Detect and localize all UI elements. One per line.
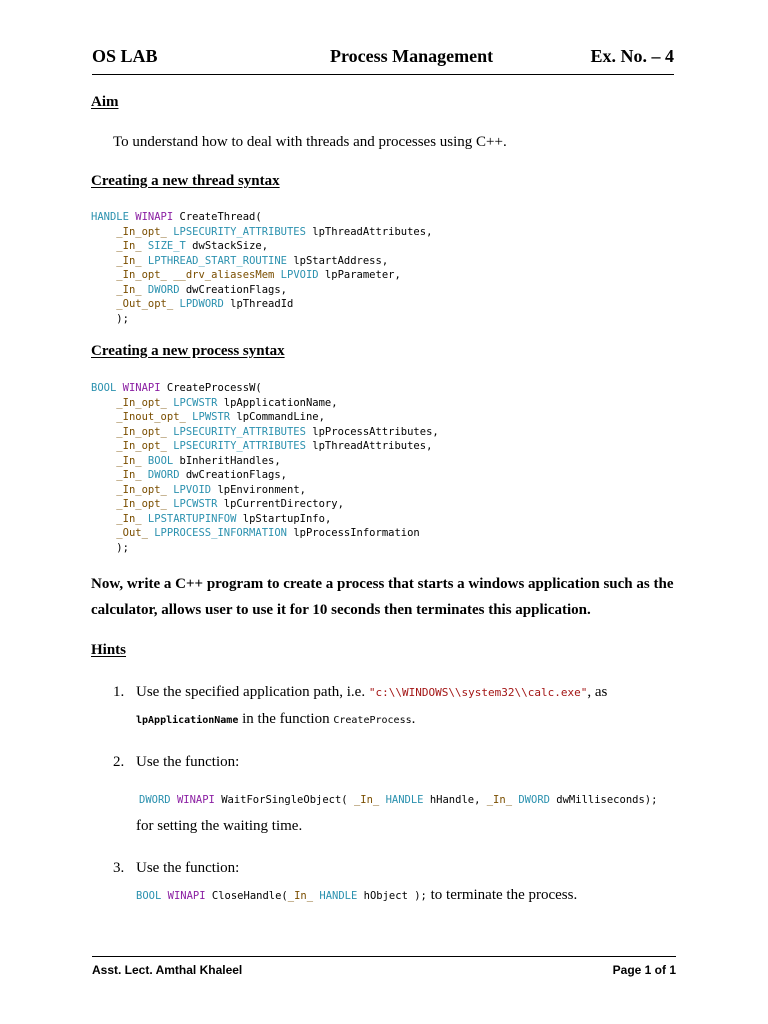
code-token: ); bbox=[91, 541, 129, 554]
code-token: CloseHandle( bbox=[205, 890, 288, 902]
code-token: WINAPI bbox=[135, 211, 174, 223]
code-token: LPSECURITY_ATTRIBUTES bbox=[173, 440, 306, 452]
code-token: _In_opt_ bbox=[116, 396, 167, 409]
code-token: _In_ bbox=[116, 512, 142, 525]
thread-syntax-heading: Creating a new thread syntax bbox=[91, 173, 280, 189]
code-token: _In_ bbox=[116, 283, 142, 296]
code-token: _In_ bbox=[116, 469, 142, 481]
code-token: HANDLE bbox=[319, 890, 358, 902]
code-token: WINAPI bbox=[122, 382, 161, 394]
code-token: DWORD bbox=[147, 469, 180, 481]
code-token bbox=[91, 498, 116, 510]
hint-3-line bbox=[136, 887, 577, 904]
code-token: LPCWSTR bbox=[173, 396, 218, 409]
code-token: LPTHREAD_START_ROUTINE bbox=[147, 254, 287, 267]
code-token bbox=[91, 397, 116, 409]
code-token: _In_ bbox=[486, 794, 513, 806]
code-token: LPVOID bbox=[280, 269, 319, 281]
hint-1-function: CreateProcess bbox=[333, 715, 412, 726]
code-token bbox=[91, 469, 116, 481]
code-token: LPWSTR bbox=[192, 411, 231, 423]
code-token: _In_opt_ bbox=[116, 225, 167, 238]
code-line bbox=[91, 468, 439, 483]
code-line bbox=[91, 483, 439, 498]
hint-3-text: Use the function: bbox=[136, 860, 240, 876]
code-line bbox=[91, 425, 439, 440]
code-token: hHandle, bbox=[423, 794, 487, 806]
code-token: LPVOID bbox=[173, 483, 212, 496]
hint-2-after: for setting the waiting time. bbox=[136, 818, 303, 834]
thread-code-block bbox=[91, 210, 432, 326]
hint-2-text: Use the function: bbox=[136, 754, 240, 770]
hint-1-path: "c:\\WINDOWS\\system32\\calc.exe" bbox=[368, 686, 588, 699]
footer-author: Asst. Lect. Amthal Khaleel bbox=[92, 963, 243, 977]
code-line bbox=[91, 396, 439, 411]
header-exercise-number: Ex. No. – 4 bbox=[590, 46, 674, 66]
code-line bbox=[91, 225, 432, 240]
code-token: _In_opt_ bbox=[116, 425, 167, 438]
page-footer bbox=[92, 956, 676, 981]
code-token: lpProcessAttributes, bbox=[305, 425, 439, 438]
hint-2-code bbox=[139, 793, 657, 808]
code-token: WaitForSingleObject( bbox=[214, 794, 354, 806]
code-token: CreateThread( bbox=[173, 211, 262, 223]
footer-page-number: Page 1 of 1 bbox=[612, 963, 676, 977]
hints-heading: Hints bbox=[91, 642, 127, 658]
code-token: _Out_ bbox=[116, 527, 148, 539]
code-token: dwMilliseconds); bbox=[549, 794, 658, 806]
code-token: _In_ bbox=[116, 454, 142, 467]
hint-3-code bbox=[136, 890, 427, 902]
code-token: lpThreadAttributes, bbox=[305, 225, 433, 238]
code-token: _In_opt_ bbox=[116, 483, 167, 496]
code-token: LPSECURITY_ATTRIBUTES bbox=[173, 225, 306, 238]
aim-heading: Aim bbox=[91, 94, 119, 110]
code-token bbox=[91, 298, 116, 310]
code-token bbox=[91, 269, 116, 281]
code-token: _In_ bbox=[116, 240, 142, 252]
hint-1-mid: in the function bbox=[238, 711, 334, 727]
code-line bbox=[91, 297, 432, 312]
code-line bbox=[91, 283, 432, 298]
code-line bbox=[91, 541, 439, 556]
code-token bbox=[91, 240, 116, 252]
code-token: BOOL bbox=[147, 454, 174, 467]
code-token: _In_ bbox=[353, 794, 380, 806]
code-line bbox=[91, 512, 439, 527]
code-token: HANDLE bbox=[91, 211, 129, 223]
code-token: DWORD bbox=[139, 794, 171, 806]
code-token: lpThreadId bbox=[223, 298, 294, 310]
code-token: hObject ); bbox=[357, 890, 427, 902]
code-line bbox=[91, 254, 432, 269]
code-token bbox=[91, 440, 116, 452]
code-token: LPCWSTR bbox=[173, 498, 218, 510]
code-line bbox=[91, 239, 432, 254]
code-token bbox=[91, 226, 116, 238]
task-description bbox=[91, 571, 691, 623]
hint-1-text: Use the specified application path, i.e. bbox=[136, 684, 369, 700]
code-token: LPDWORD bbox=[179, 298, 224, 310]
hint-1-line-2 bbox=[136, 711, 415, 728]
task-line-2: calculator, allows user to use it for 10 seconds then terminates this application. bbox=[91, 602, 591, 618]
code-line bbox=[91, 268, 432, 283]
code-token bbox=[91, 527, 116, 539]
code-token: lpStartupInfo, bbox=[236, 512, 332, 525]
code-token: dwCreationFlags, bbox=[179, 283, 287, 296]
code-line bbox=[91, 381, 439, 396]
code-token bbox=[91, 484, 116, 496]
code-token: lpApplicationName, bbox=[217, 396, 338, 409]
code-token: lpParameter, bbox=[318, 269, 401, 281]
code-token: _In_opt_ __drv_aliasesMem bbox=[116, 269, 275, 281]
code-token: lpEnvironment, bbox=[211, 483, 306, 496]
code-token: CreateProcessW( bbox=[160, 382, 262, 394]
code-token: lpCurrentDirectory, bbox=[217, 498, 344, 510]
code-token: bInheritHandles, bbox=[173, 454, 281, 467]
code-token: _Out_opt_ bbox=[116, 298, 174, 310]
code-token: HANDLE bbox=[385, 794, 424, 806]
hint-1-end: . bbox=[411, 711, 416, 727]
code-token: _In_opt_ bbox=[116, 440, 167, 452]
task-line-1: Now, write a C++ program to create a process that starts a windows application such as the bbox=[91, 576, 674, 592]
page-header bbox=[92, 44, 674, 75]
header-course: OS LAB bbox=[92, 46, 158, 66]
hint-1-param: lpApplicationName bbox=[136, 715, 239, 726]
code-token bbox=[91, 513, 116, 525]
hint-3-number: 3. bbox=[113, 860, 125, 876]
code-token bbox=[91, 284, 116, 296]
code-token: dwCreationFlags, bbox=[179, 469, 287, 481]
hint-3-after: to terminate the process. bbox=[426, 887, 578, 903]
code-line bbox=[91, 497, 439, 512]
code-token: SIZE_T bbox=[147, 240, 186, 252]
code-token: lpProcessInformation bbox=[287, 527, 420, 539]
code-token: DWORD bbox=[518, 794, 550, 806]
code-token: ); bbox=[91, 312, 129, 325]
code-token bbox=[91, 255, 116, 267]
hint-1-suffix: , as bbox=[587, 684, 608, 700]
code-token: LPSTARTUPINFOW bbox=[147, 512, 237, 525]
hint-2-number: 2. bbox=[113, 754, 125, 770]
code-token: WINAPI bbox=[176, 794, 215, 806]
code-token: WINAPI bbox=[167, 890, 206, 902]
code-token: _In_ bbox=[116, 254, 142, 267]
hint-1-line-1 bbox=[136, 684, 607, 701]
header-title: Process Management bbox=[330, 46, 494, 66]
process-code-block bbox=[91, 381, 439, 555]
hint-1-number: 1. bbox=[113, 684, 125, 700]
code-token: lpStartAddress, bbox=[287, 254, 389, 267]
code-token: BOOL bbox=[91, 382, 117, 394]
code-token: dwStackSize, bbox=[185, 240, 269, 252]
code-token: LPSECURITY_ATTRIBUTES bbox=[173, 425, 306, 438]
code-token bbox=[91, 455, 116, 467]
code-token: LPPROCESS_INFORMATION bbox=[154, 527, 287, 539]
code-line bbox=[91, 526, 439, 541]
code-token: _In_ bbox=[287, 890, 314, 902]
code-line bbox=[91, 439, 439, 454]
code-line bbox=[91, 210, 432, 225]
code-token: lpCommandLine, bbox=[230, 411, 325, 423]
code-token: BOOL bbox=[136, 890, 162, 902]
code-token: _In_opt_ bbox=[116, 498, 167, 510]
code-token bbox=[91, 426, 116, 438]
code-token: lpThreadAttributes, bbox=[305, 440, 433, 452]
aim-text: To understand how to deal with threads and processes using C++. bbox=[113, 134, 507, 150]
code-token: DWORD bbox=[147, 283, 180, 296]
code-line bbox=[91, 410, 439, 425]
code-token bbox=[91, 411, 116, 423]
process-syntax-heading: Creating a new process syntax bbox=[91, 343, 285, 359]
code-line bbox=[91, 312, 432, 327]
code-line bbox=[91, 454, 439, 469]
code-token: _Inout_opt_ bbox=[116, 411, 186, 423]
